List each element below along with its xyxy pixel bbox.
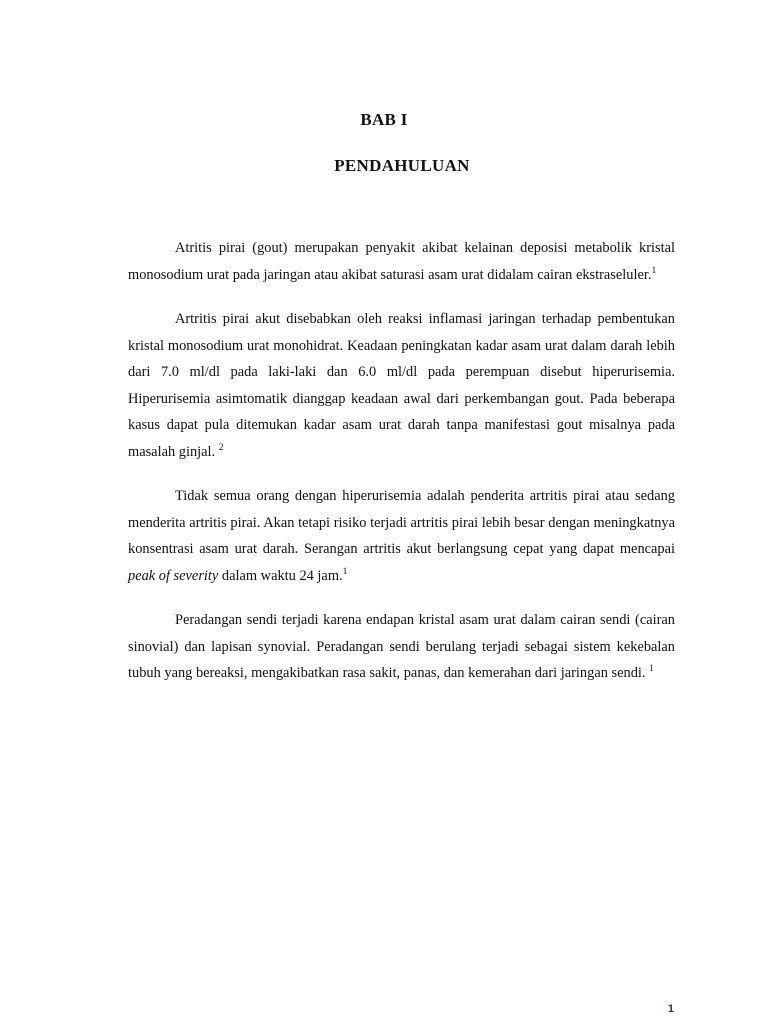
- chapter-title: PENDAHULUAN: [334, 156, 470, 175]
- paragraph-3-italic: peak of severity: [128, 567, 219, 584]
- paragraph-3: [128, 483, 675, 589]
- paragraph-3-text-before: Tidak semua orang dengan hiperurisemia adalah penderita artritis pirai atau sedang menderita artritis pirai. Akan tetapi risiko terjadi artritis pirai lebih besar dengan meningkatnya konsentrasi asam urat darah. Serangan artritis akut berlangsung cepat yang dapat mencapai: [128, 488, 675, 557]
- paragraph-3-text-after: dalam waktu 24 jam.: [221, 567, 343, 584]
- paragraph-4-text: Peradangan sendi terjadi karena endapan kristal asam urat dalam cairan sendi (cairan sinovial) dan lapisan synovial. Peradangan sendi berulang terjadi sebagai sistem kekebalan tubuh yang bereaksi, mengakibatkan rasa sakit, panas, dan kemerahan dari jaringan sendi.: [128, 612, 675, 681]
- paragraph-1-text: Atritis pirai (gout) merupakan penyakit akibat kelainan deposisi metabolik kristal monosodium urat pada jaringan atau akibat saturasi asam urat didalam cairan ekstraseluler.: [128, 240, 675, 283]
- paragraph-4: [128, 607, 675, 687]
- body-text: [128, 235, 675, 705]
- footnote-ref: 1: [342, 566, 348, 577]
- paragraph-1: [128, 235, 675, 288]
- chapter-label: BAB I: [360, 110, 408, 129]
- paragraph-2-text: Artritis pirai akut disebabkan oleh reaksi inflamasi jaringan terhadap pembentukan kristal monosodium urat monohidrat. Keadaan peningkatan kadar asam urat dalam darah lebih dari 7.0 ml/dl pada laki-laki dan 6.0 ml/dl pada perempuan disebut hiperurisemia. Hiperurisemia asimtomatik dianggap keadaan awal dari perkembangan gout. Pada beberapa kasus dapat pula ditemukan kadar asam urat darah tanpa manifestasi gout misalnya pada masalah ginjal.: [128, 311, 675, 460]
- footnote-ref: 2: [218, 442, 224, 453]
- footnote-ref: 1: [651, 265, 657, 276]
- paragraph-2: [128, 306, 675, 465]
- page-number: 1: [667, 1003, 674, 1015]
- footnote-ref: 1: [649, 664, 654, 674]
